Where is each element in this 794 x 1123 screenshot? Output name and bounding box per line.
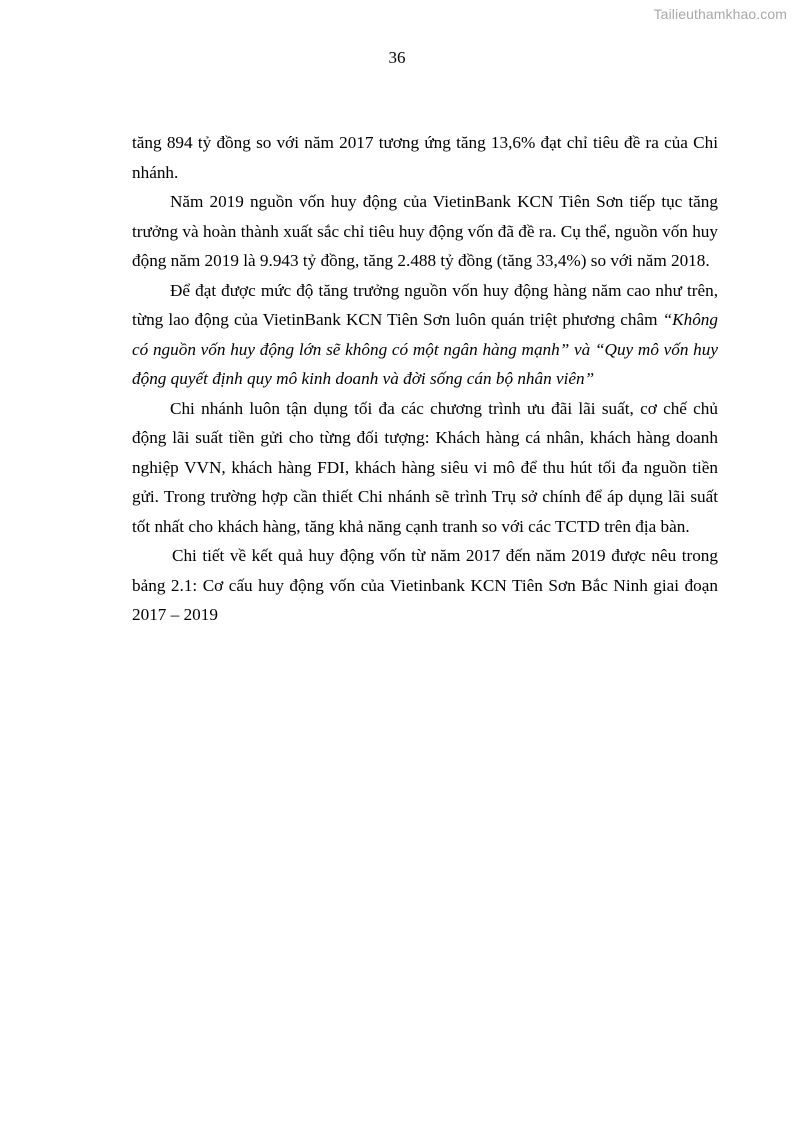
motto-quote: “Không có nguồn vốn huy động lớn sẽ không có một ngân hàng mạnh” và “Quy mô vốn huy động quyết định quy mô kinh doanh và đời sống cán bộ nhân viên” [132, 310, 718, 388]
body-text [132, 128, 718, 630]
page-number: 36 [388, 48, 406, 67]
motto-intro-text: Để đạt được mức độ tăng trưởng nguồn vốn huy động hàng năm cao như trên, từng lao động của VietinBank KCN Tiên Sơn luôn quán triệt phương châm [132, 280, 718, 329]
paragraph-interest-rates: Chi nhánh luôn tận dụng tối đa các chương trình ưu đãi lãi suất, cơ chế chủ động lãi suất tiền gửi cho từng đối tượng: Khách hàng cá nhân, khách hàng doanh nghiệp VVN, khách hàng FDI, khách hàng siêu vi mô để thu hút tối đa nguồn tiền gửi. Trong trường hợp cần thiết Chi nhánh sẽ trình Trụ sở chính để áp dụng lãi suất tốt nhất cho khách hàng, tăng khả năng cạnh tranh so với các TCTD trên địa bàn. [132, 398, 718, 536]
watermark-text: Tailieuthamkhao.com [653, 6, 787, 22]
paragraph-continuation: tăng 894 tỷ đồng so với năm 2017 tương ứng tăng 13,6% đạt chỉ tiêu đề ra của Chi nhánh. [132, 133, 718, 182]
paragraph-table-reference: Chi tiết về kết quả huy động vốn từ năm 2017 đến năm 2019 được nêu trong bảng 2.1: Cơ cấu huy động vốn của Vietinbank KCN Tiên Sơn Bắc Ninh giai đoạn 2017 – 2019 [132, 546, 718, 624]
paragraph-2019-funding: Năm 2019 nguồn vốn huy động của VietinBank KCN Tiên Sơn tiếp tục tăng trưởng và hoàn thành xuất sắc chỉ tiêu huy động vốn đã đề ra. Cụ thể, nguồn vốn huy động năm 2019 là 9.943 tỷ đồng, tăng 2.488 tỷ đồng (tăng 33,4%) so với năm 2018. [132, 192, 718, 270]
paragraph-motto [132, 276, 718, 394]
